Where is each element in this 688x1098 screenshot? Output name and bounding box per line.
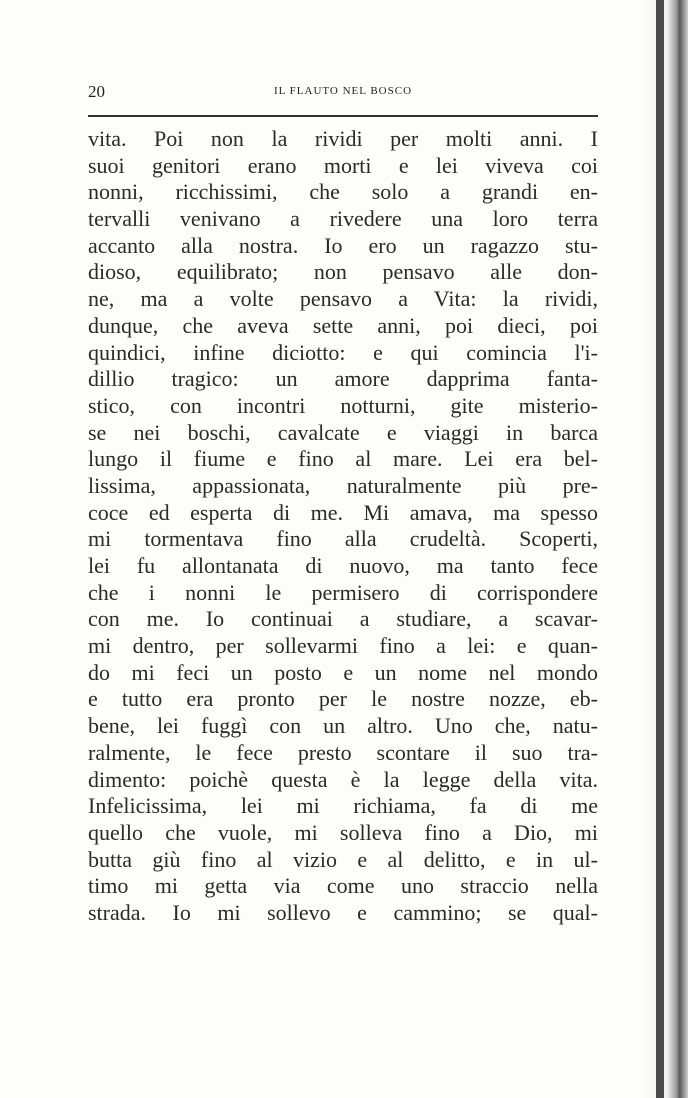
text-line: vita. Poi non la rividi per molti anni. I	[88, 126, 598, 151]
text-line: Infelicissima, lei mi richiama, fa di me	[88, 793, 598, 819]
text-line: suoi genitori erano morti e lei viveva coi	[88, 152, 598, 178]
text-line: dillio tragico: un amore dapprima fanta-	[88, 366, 598, 392]
text-line: bene, lei fuggì con un altro. Uno che, natu-	[88, 713, 598, 739]
text-line: strada. Io mi sollevo e cammino; se qual-	[88, 899, 598, 925]
text-line: timo mi getta via come uno straccio nella	[88, 873, 598, 899]
text-line: do mi feci un posto e un nome nel mondo	[88, 659, 598, 685]
page-edge-shadow	[642, 0, 688, 1098]
body-text	[88, 126, 598, 927]
text-line: quello che vuole, mi solleva fino a Dio, mi	[88, 819, 598, 845]
text-line: quindici, infine diciotto: e qui comincia l'i-	[88, 339, 598, 365]
text-line: ralmente, le fece presto scontare il suo tra-	[88, 739, 598, 765]
text-line: che i nonni le permisero di corrispondere	[88, 579, 598, 605]
text-line: mi tormentava fino alla crudeltà. Scoperti,	[88, 526, 598, 552]
text-line: e tutto era pronto per le nostre nozze, eb-	[88, 686, 598, 712]
text-line: coce ed esperta di me. Mi amava, ma spesso	[88, 499, 598, 525]
running-title: IL FLAUTO NEL BOSCO	[273, 85, 413, 97]
text-line: dioso, equilibrato; non pensavo alle don-	[88, 259, 598, 285]
text-line: dunque, che aveva sette anni, poi dieci, poi	[88, 312, 598, 338]
page-header	[88, 82, 598, 102]
text-line: se nei boschi, cavalcate e viaggi in barca	[88, 419, 598, 445]
page-number: 20	[88, 82, 105, 101]
text-line: lungo il fiume e fino al mare. Lei era bel-	[88, 446, 598, 472]
header-rule	[88, 115, 598, 117]
text-line: dimento: poichè questa è la legge della vita.	[88, 766, 598, 792]
text-line: nonni, ricchissimi, che solo a grandi en-	[88, 179, 598, 205]
text-line: con me. Io continuai a studiare, a scavar-	[88, 606, 598, 632]
text-line: tervalli venivano a rivedere una loro terra	[88, 206, 598, 232]
text-line: butta giù fino al vizio e al delitto, e in ul-	[88, 846, 598, 872]
text-line: accanto alla nostra. Io ero un ragazzo stu-	[88, 232, 598, 258]
text-line: mi dentro, per sollevarmi fino a lei: e quan-	[88, 633, 598, 659]
text-line: lissima, appassionata, naturalmente più pre-	[88, 472, 598, 498]
page-spine	[656, 0, 664, 1098]
text-line: stico, con incontri notturni, gite misterio-	[88, 392, 598, 418]
text-line: ne, ma a volte pensavo a Vita: la rividi,	[88, 286, 598, 312]
text-line: lei fu allontanata di nuovo, ma tanto fece	[88, 553, 598, 578]
